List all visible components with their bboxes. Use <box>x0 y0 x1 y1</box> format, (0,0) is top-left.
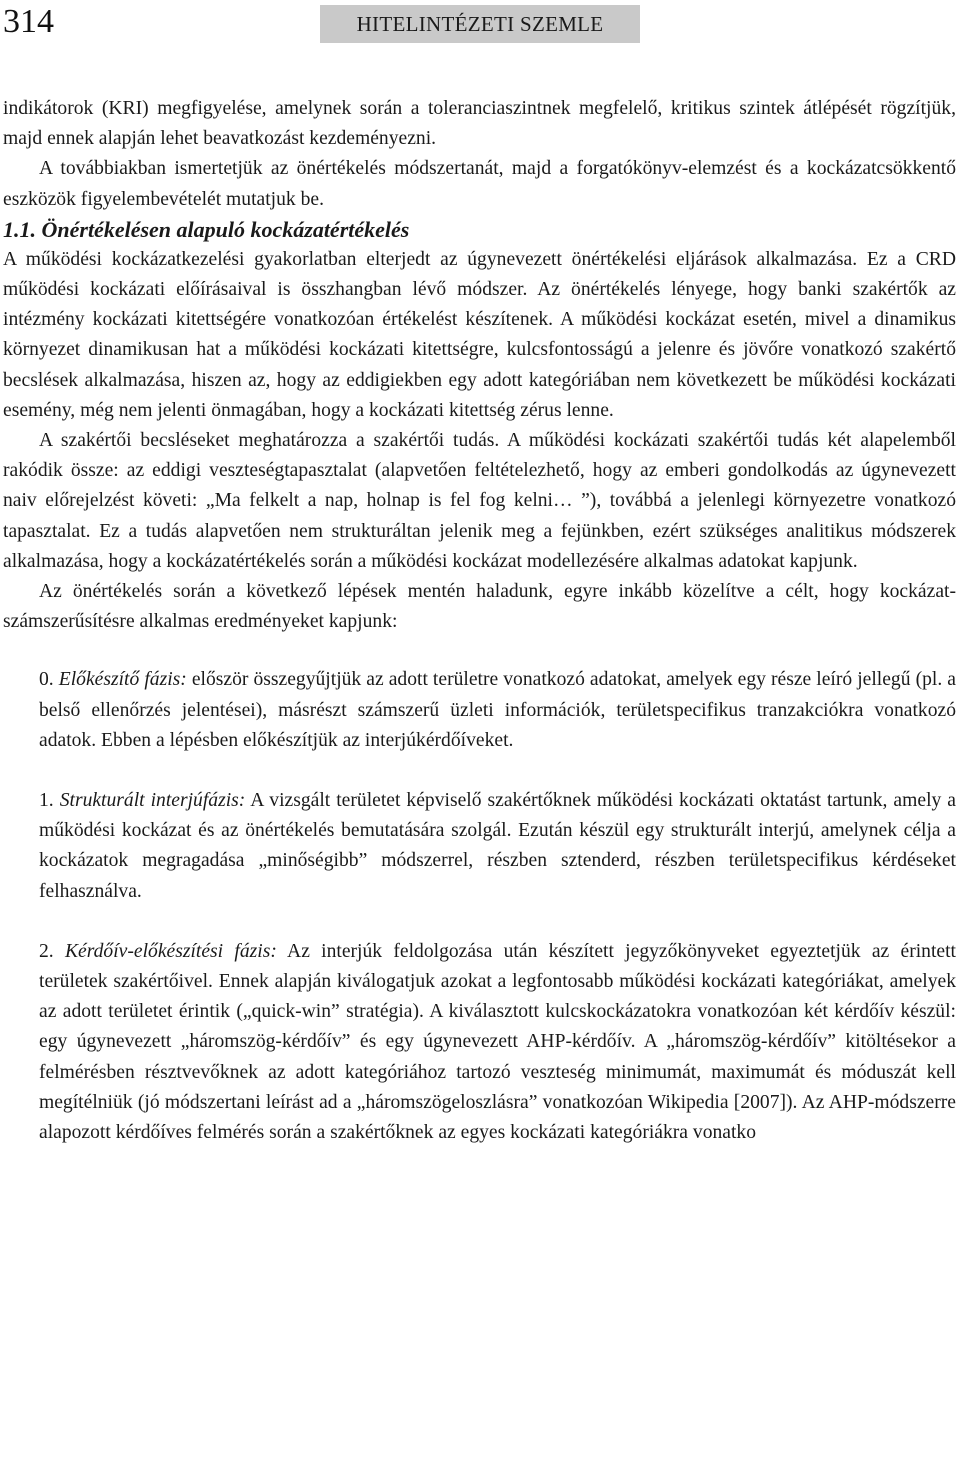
step-number: 2. <box>39 940 54 962</box>
step-label: Strukturált interjúfázis: <box>59 790 246 812</box>
step-2 <box>39 937 956 1148</box>
step-label: Kérdőív-előkészítési fázis: <box>64 940 277 962</box>
article-body <box>3 94 956 1148</box>
step-text: A vizsgált területet képviselő szakértőknek működési kockázati oktatást tartunk, amely a működési kockázat és az önértékelés bemutatására szolgál. Ezután készül egy strukturált interjú, amelynek célja a kockázatok megragadása „minőségibb” módszerrel, részben sztenderd, részben területspecifikus kérdéseket felhasználva. <box>39 790 956 902</box>
paragraph-3: Az önértékelés során a következő lépések mentén haladunk, egyre inkább közelítve a célt, hogy kockázat-számszerűsítésre alkalmas eredményeket kapjunk: <box>3 581 956 633</box>
step-text: Az interjúk feldolgozása után készített jegyzőkönyveket egyeztetjük az érintett területek szakértőivel. Ennek alapján kiválogatjuk azokat a legfontosabb működési kockázati kategóriákat, amelyek az adott területet érintik („quick-win” stratégia). A kiválasztott kulcskockázatokra vonatkozóan két kérdőív készül: egy úgynevezett „háromszög-kérdőív” és egy úgynevezett AHP-kérdőív. A „háromszög-kérdőív” kitöltésekor a felmérésben résztvevőknek az adott kategóriához tartozó veszteség minimumát, maximumát és móduszát kell megítélniük (jó módszertani leírást ad a „háromszögeloszlásra” vonatkozóan Wikipedia [2007]). Az AHP-módszerre alapozott kérdőíves felmérés során a szakértőknek az egyes kockázati kategóriákra vonatko <box>39 940 957 1144</box>
step-label: Előkészítő fázis: <box>58 669 187 691</box>
paragraph-intro: indikátorok (KRI) megfigyelése, amelynek során a toleranciaszintnek megfelelő, kritikus szintek átlépését rögzítjük, majd ennek alapján lehet beavatkozást kezdeményezni. <box>3 98 956 150</box>
paragraph-intro-2: A továbbiakban ismertetjük az önértékelés módszertanát, majd a forgatókönyv-elemzést és a kockázatcsökkentő eszközök figyelembevételét mutatjuk be. <box>3 158 956 210</box>
step-0 <box>39 665 956 756</box>
section-heading: 1.1. Önértékelésen alapuló kockázatértékelés <box>3 216 410 242</box>
paragraph-1: A működési kockázatkezelési gyakorlatban elterjedt az úgynevezett önértékelési eljárások alkalmazása. Ez a CRD működési kockázati előírásaival is összhangban lévő módszer. Az önértékelés lényege, hogy banki szakértők az intézmény kockázati kitettségére vonatkozóan értékelést készítenek. A működési kockázat esetén, mivel a dinamikus környezet dinamikusan hat a működési kockázati kitettségre, kulcsfontosságú a jelenre és jövőre vonatkozó szakértő becslések alkalmazása, hiszen az, hogy az eddigiekben egy adott kategóriában nem következett be működési kockázati esemény, még nem jelenti önmagában, hogy a kockázati kitettség zérus lenne. <box>3 248 956 421</box>
step-number: 0. <box>39 669 54 691</box>
running-head <box>320 5 640 43</box>
paragraph-2: A szakértői becsléseket meghatározza a szakértői tudás. A működési kockázati szakértői tudás két alapelemből rakódik össze: az eddigi veszteségtapasztalat (alapvetően feltételezhető, hogy az emberi gondolkodás az úgynevezett naiv előrejelzést követi: „Ma felkelt a nap, holnap is fel fog kelni… ”), továbbá a jelenlegi környezetre vonatkozó tapasztalat. Ez a tudás alapvetően nem strukturáltan jelenik meg a fejünkben, ezért szükséges analitikus módszerek alkalmazása, hogy a kockázatértékelés során a működési kockázat modellezésére alkalmas adatokat kapjunk. <box>3 430 956 572</box>
step-1 <box>39 786 956 907</box>
step-number: 1. <box>39 790 54 812</box>
step-text: először összegyűjtjük az adott területre vonatkozó adatokat, amelyek egy része leíró jellegű (pl. a belső ellenőrzés jelentései), másrészt számszerű üzleti információk, területspecifikus tranzakciókra vonatkozó adatok. Ebben a lépésben előkészítjük az interjúkérdőíveket. <box>39 669 956 751</box>
page-number: 314 <box>3 3 54 40</box>
journal-title: HITELINTÉZETI SZEMLE <box>356 11 604 36</box>
